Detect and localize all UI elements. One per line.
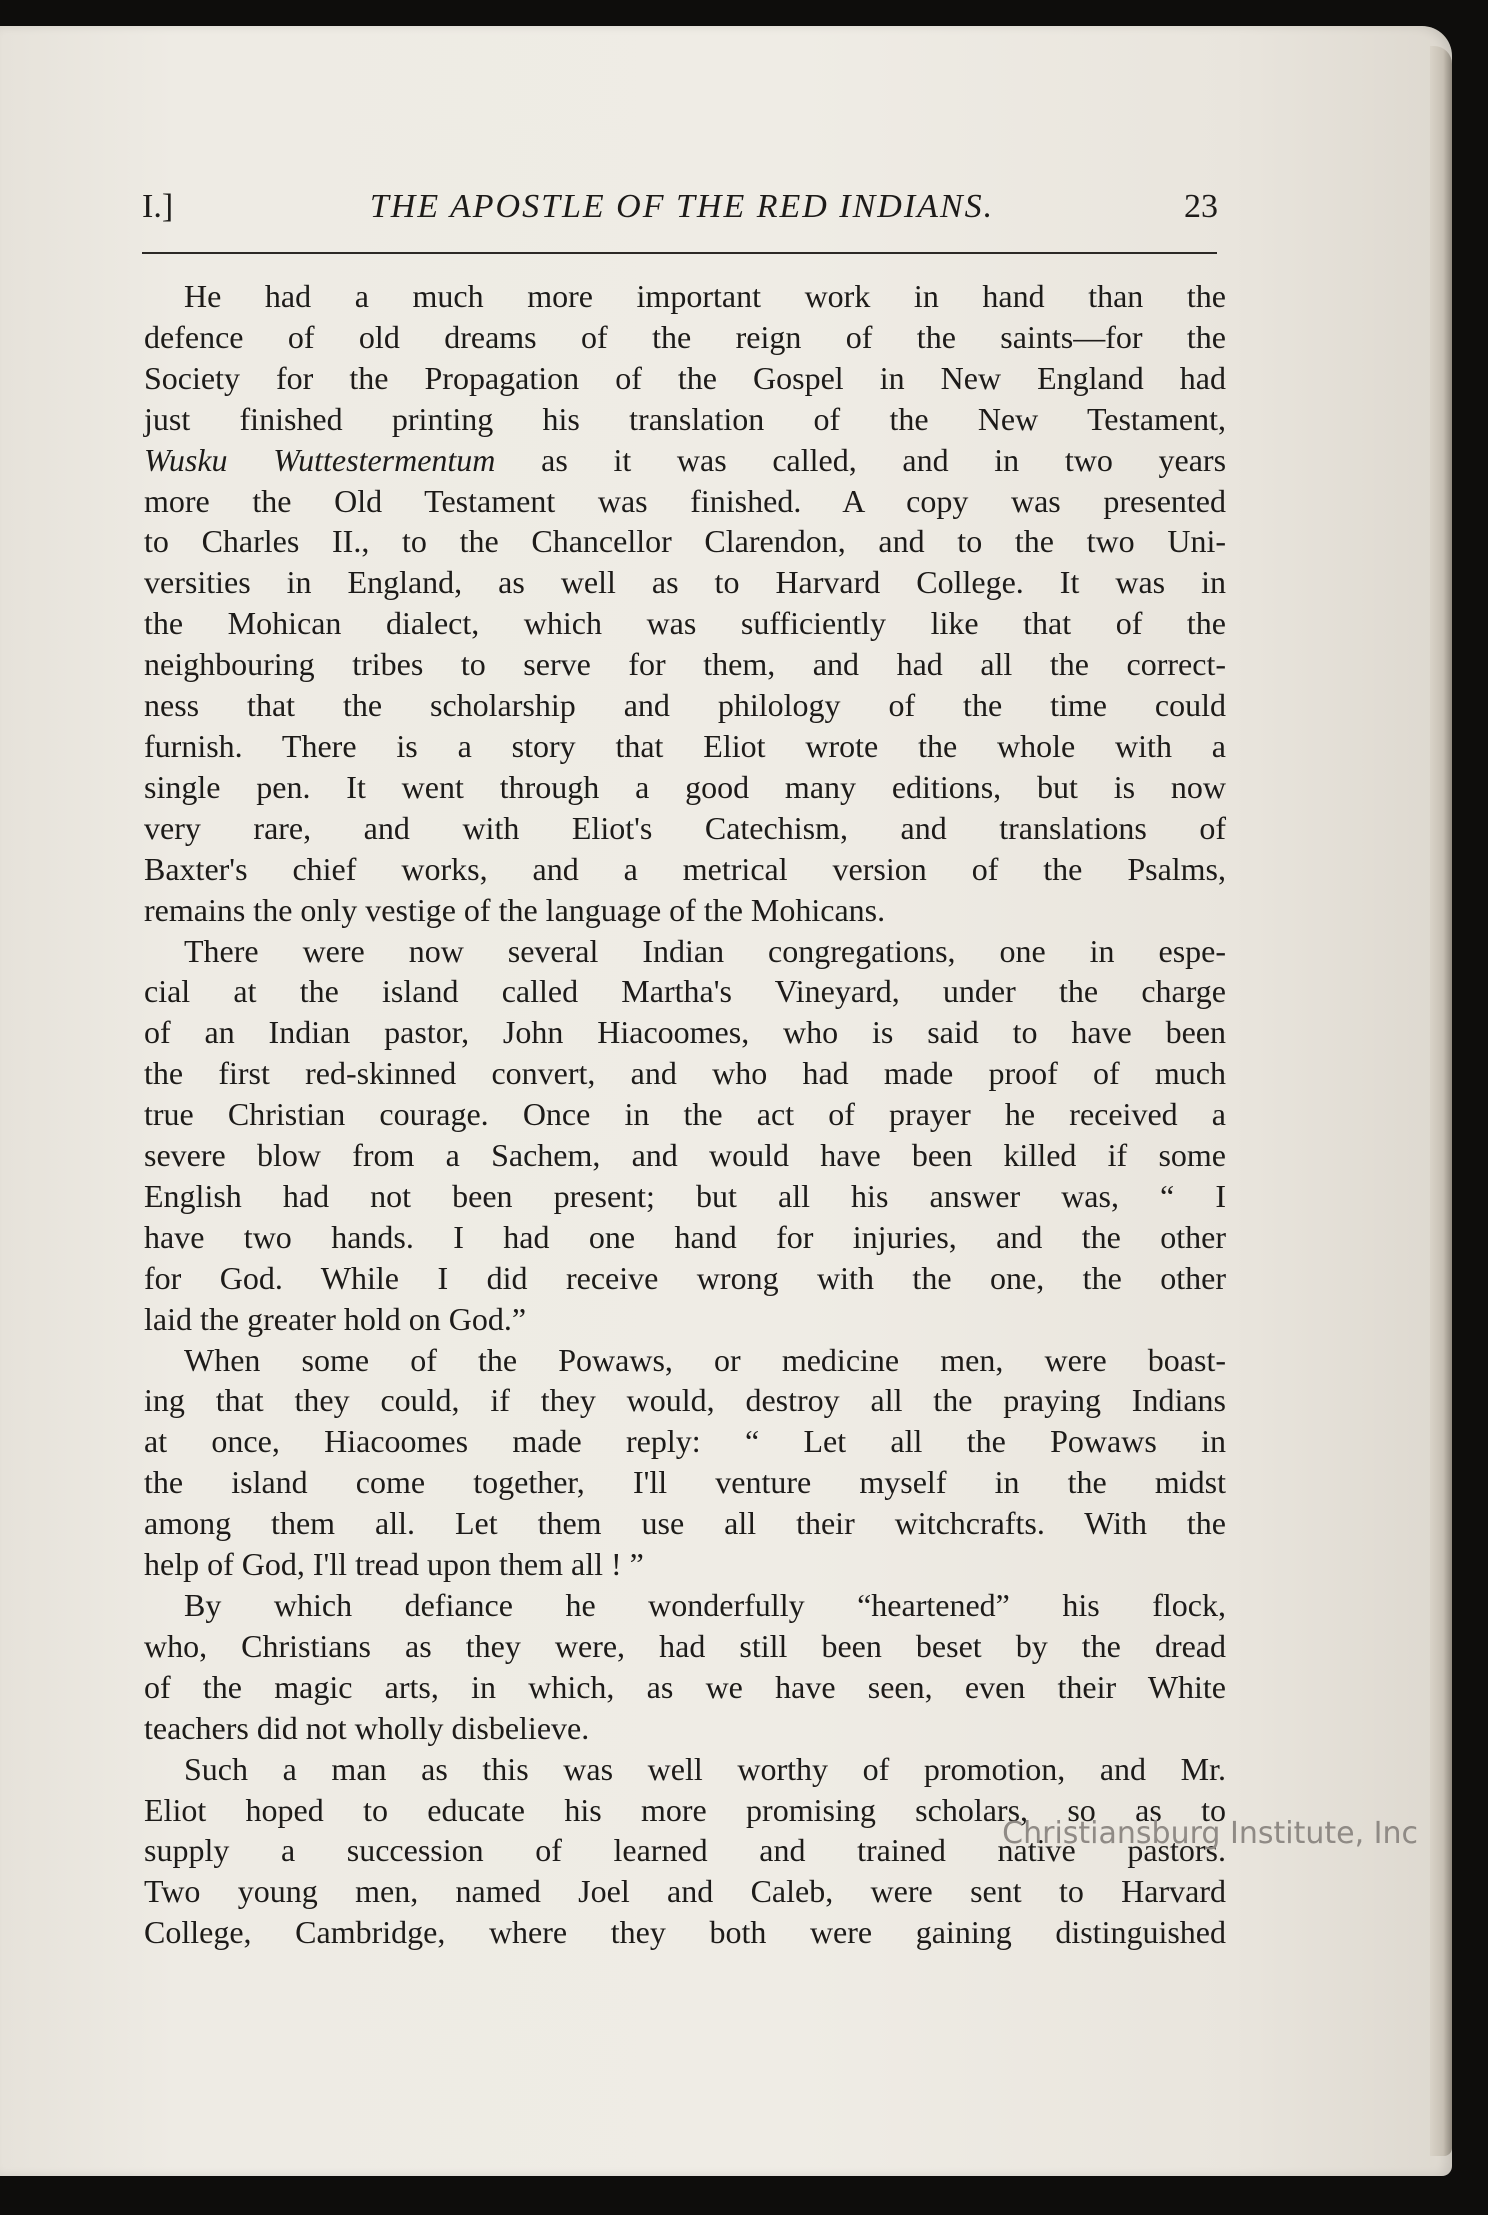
text-line: the Mohican dialect, which was sufficiently like that of the: [144, 605, 1226, 642]
text-line: to Charles II., to the Chancellor Clarendon, and to the two Uni-: [144, 523, 1226, 560]
text-line: single pen. It went through a good many editions, but is now: [144, 768, 1226, 805]
italic-title: Wusku Wuttestermentum: [144, 441, 496, 478]
text-line: laid the greater hold on God.”: [144, 1300, 527, 1337]
body-text: [144, 276, 1226, 1953]
page-edge: [1430, 46, 1452, 2156]
paragraph-3-end: [144, 1544, 1226, 1585]
paragraph-3: [144, 1340, 1226, 1545]
text-line: the island come together, I'll venture myself in the midst: [144, 1464, 1226, 1501]
text-line: Such a man as this was well worthy of promotion, and Mr.: [184, 1750, 1226, 1787]
text-line: for God. While I did receive wrong with the one, the other: [144, 1259, 1226, 1296]
text-line: ing that they could, if they would, destroy all the praying Indians: [144, 1382, 1226, 1419]
text-line: who, Christians as they were, had still been beset by the dread: [144, 1627, 1226, 1664]
text-line: English had not been present; but all his answer was, “ I: [144, 1177, 1226, 1214]
header-rule: [142, 252, 1217, 254]
text-line: neighbouring tribes to serve for them, and had all the correct-: [144, 646, 1226, 683]
text-line: College, Cambridge, where they both were gaining distinguished: [144, 1914, 1226, 1951]
text-line: By which defiance he wonderfully “heartened” his flock,: [184, 1587, 1226, 1623]
text-line: just finished printing his translation of the New Testament,: [144, 400, 1226, 437]
page-number: 23: [1184, 188, 1218, 225]
text-line: remains the only vestige of the language of the Mohicans.: [144, 891, 886, 928]
text-line: supply a succession of learned and trained native pastors.: [144, 1832, 1226, 1869]
text-line: versities in England, as well as to Harvard College. It was in: [144, 564, 1226, 601]
watermark: Christiansburg Institute, Inc: [1002, 1816, 1418, 1851]
text-line: furnish. There is a story that Eliot wrote the whole with a: [144, 727, 1226, 764]
text-line: among them all. Let them use all their witchcrafts. With the: [144, 1505, 1226, 1542]
text-line: very rare, and with Eliot's Catechism, and translations of: [144, 809, 1226, 846]
text-line: severe blow from a Sachem, and would have been killed if some: [144, 1137, 1226, 1174]
paragraph-4-end: [144, 1708, 1226, 1749]
paragraph-1: [144, 276, 1226, 890]
running-title: THE APOSTLE OF THE RED INDIANS.: [369, 188, 995, 225]
text-line: defence of old dreams of the reign of the saints—for the: [144, 318, 1226, 355]
paragraph-4: [144, 1585, 1226, 1708]
text-line: Society for the Propagation of the Gospel in New England had: [144, 359, 1226, 396]
paragraph-2: [144, 931, 1226, 1299]
running-head: [142, 188, 1222, 236]
text-line: Baxter's chief works, and a metrical version of the Psalms,: [144, 850, 1226, 887]
paragraph-2-end: [144, 1299, 1226, 1340]
text-line: more the Old Testament was finished. A copy was presented: [144, 482, 1226, 519]
text-line: There were now several Indian congregations, one in espe-: [184, 932, 1226, 969]
text-line: When some of the Powaws, or medicine men, were boast-: [184, 1341, 1226, 1378]
text-line: of an Indian pastor, John Hiacoomes, who is said to have been: [144, 1014, 1226, 1051]
text-line: Eliot hoped to educate his more promising scholars, so as to: [144, 1791, 1226, 1828]
text-line: He had a much more important work in hand than the: [184, 278, 1226, 314]
text-line: at once, Hiacoomes made reply: “ Let all the Powaws in: [144, 1423, 1226, 1460]
chapter-marker: I.]: [142, 188, 174, 225]
text-line: Wusku Wuttestermentum as it was called, and in two years: [144, 441, 1227, 478]
paragraph-1-end: [144, 890, 1226, 931]
text-line: ness that the scholarship and philology of the time could: [144, 687, 1226, 724]
text-line: Two young men, named Joel and Caleb, were sent to Harvard: [144, 1873, 1226, 1910]
text-line: the first red-skinned convert, and who had made proof of much: [144, 1055, 1226, 1092]
text-line: teachers did not wholly disbelieve.: [144, 1709, 590, 1746]
text-line: of the magic arts, in which, as we have seen, even their White: [144, 1668, 1226, 1705]
text-line: have two hands. I had one hand for injuries, and the other: [144, 1218, 1226, 1255]
text-line: help of God, I'll tread upon them all ! ”: [144, 1546, 644, 1583]
text-line: cial at the island called Martha's Vineyard, under the charge: [144, 973, 1226, 1010]
text-line: true Christian courage. Once in the act of prayer he received a: [144, 1096, 1226, 1133]
